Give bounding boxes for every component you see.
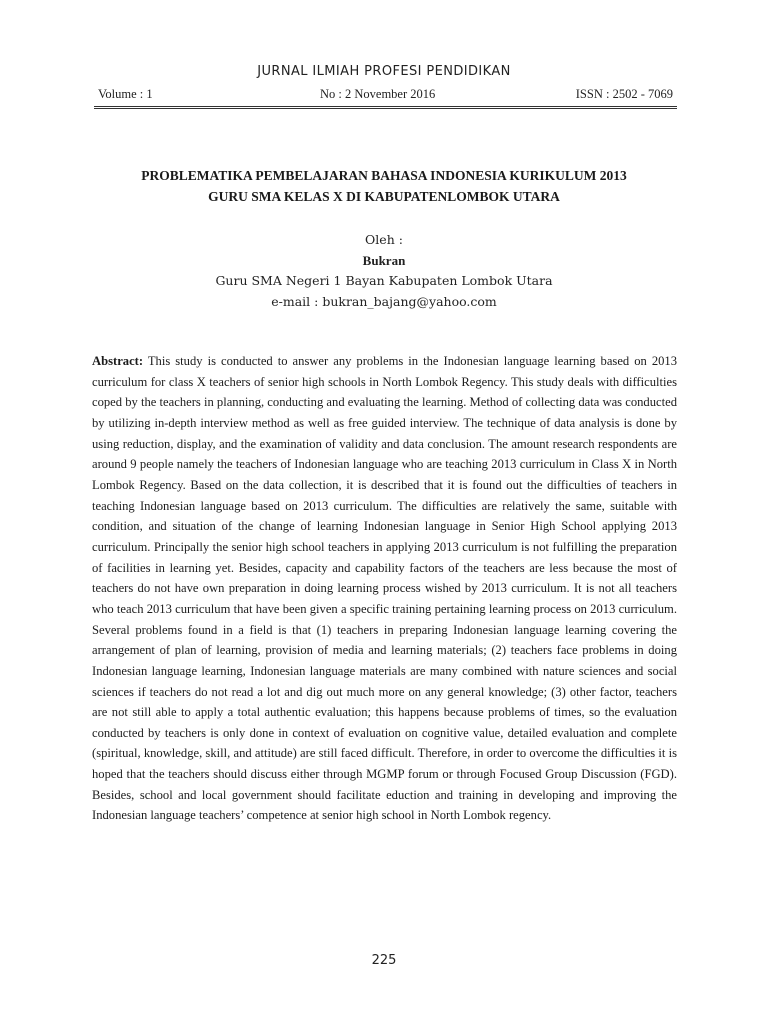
- journal-name: JURNAL ILMIAH PROFESI PENDIDIKAN: [257, 64, 511, 79]
- author-affiliation: Guru SMA Negeri 1 Bayan Kabupaten Lombok Utara: [215, 273, 553, 288]
- abstract: [92, 351, 677, 826]
- abstract-label: Abstract:: [92, 354, 144, 368]
- article-title: [60, 165, 708, 207]
- byline: [0, 230, 768, 312]
- author-email: e-mail : bukran_bajang@yahoo.com: [271, 293, 497, 309]
- by-label: Oleh :: [365, 232, 403, 247]
- volume-label: Volume : 1: [98, 87, 153, 101]
- journal-meta-row: [94, 87, 677, 109]
- author-name: Bukran: [362, 252, 406, 268]
- page-number: 225: [371, 953, 397, 968]
- article-title-line-2: GURU SMA KELAS X DI KABUPATENLOMBOK UTARA: [208, 189, 560, 204]
- issue-label: No : 2 November 2016: [320, 87, 436, 101]
- abstract-text: This study is conducted to answer any problems in the Indonesian language learning based on 2013 curriculum for class X teachers of senior high schools in North Lombok Regency. This study deals with difficulties coped by the teachers in planning, conducting and evaluating the learning. Method of collecting data was conducted by utilizing in-depth interview method as well as free guided interview. The technique of data analysis is done by using reduction, display, and the examination of validity and data conclusion. The amount research respondents are around 9 people namely the teachers of Indonesian language who are teaching 2013 curriculum in Class X in North Lombok Regency. Based on the data collection, it is described that it is found out the difficulties of teachers in teaching Indonesian language based on 2013 curriculum. The difficulties are relatively the same, suitable with condition, and situation of the change of learning Indonesian language in Senior High School applying 2013 curriculum. Principally the senior high school teachers in applying 2013 curriculum is not fulfilling the preparation of facilities in learning yet. Besides, capacity and capability factors of the teachers are less because the most of teachers do not have own preparation in doing learning process wished by 2013 curriculum. It is not all teachers who teach 2013 curriculum that have been given a specific training pertaining learning process on 2013 curriculum. Several problems found in a field is that (1) teachers in preparing Indonesian language learning covering the arrangement of plan of learning, provision of media and learning materials; (2) teachers face problems in doing Indonesian language learning, Indonesian language materials are many combined with nature sciences and social sciences if teachers do not read a lot and dig out much more on any general knowledge; (3) other factor, teachers are not still able to apply a total authentic evaluation; this happens because problems of times, so the evaluation conducted by teachers is only done in context of evaluation on cognitive value, detailed evaluation and complete (spiritual, knowledge, skill, and attitude) are still faced difficult. Therefore, in order to overcome the difficulties it is hoped that the teachers should discuss either through MGMP forum or through Focused Group Discussion (FGD). Besides, school and local government should facilitate eduction and training in developing and improving the Indonesian language teachers’ competence at senior high school in North Lombok regency.: [92, 354, 678, 823]
- issn-label: ISSN : 2502 - 7069: [575, 87, 673, 101]
- article-title-line-1: PROBLEMATIKA PEMBELAJARAN BAHASA INDONESIA KURIKULUM 2013: [141, 168, 627, 183]
